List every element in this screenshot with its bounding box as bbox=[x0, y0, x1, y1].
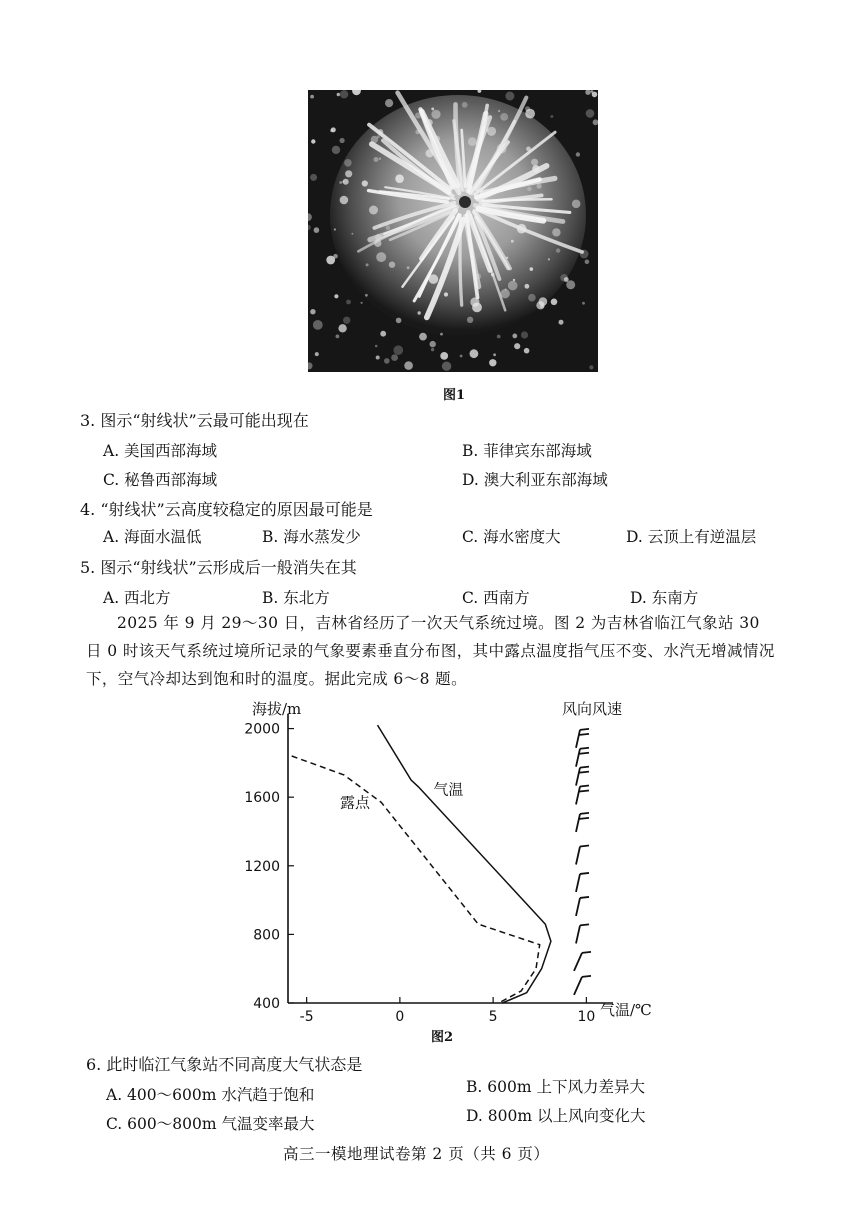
cloud-speckle bbox=[566, 280, 575, 289]
cloud-speckle bbox=[346, 300, 351, 305]
cloud-speckle bbox=[508, 281, 518, 291]
question-3-option-a: A. 美国西部海域 bbox=[103, 442, 218, 460]
cloud-speckle bbox=[444, 292, 448, 296]
cloud-speckle bbox=[530, 267, 534, 271]
cloud-speckle bbox=[506, 257, 508, 259]
question-5-option-a: A. 西北方 bbox=[103, 589, 171, 607]
cloud-speckle bbox=[537, 184, 542, 189]
cloud-speckle bbox=[418, 311, 421, 314]
cloud-speckle bbox=[470, 297, 479, 306]
cloud-speckle bbox=[374, 240, 381, 247]
cloud-speckle bbox=[525, 284, 530, 289]
passage-text: 2025 年 9 月 29～30 日，吉林省经历了一次天气系统过境。图 2 为吉林省临江气象站 30 日 0 时该天气系统过境所记录的气象要素垂直分布图，其中露点温度指气压不变、水汽无增减情况下，空气冷却达到饱和时的温度。据此完成 6～8 题。 bbox=[86, 614, 775, 688]
cloud-speckle bbox=[497, 144, 507, 154]
cloud-speckle bbox=[336, 335, 340, 339]
cloud-speckle bbox=[365, 294, 368, 297]
wind-label: 风向风速 bbox=[562, 700, 623, 718]
wind-barb-staff bbox=[576, 898, 580, 916]
cloud-speckle bbox=[415, 130, 420, 135]
figure1-photo bbox=[308, 90, 598, 372]
cloud-speckle bbox=[314, 227, 320, 233]
cloud-speckle bbox=[442, 362, 451, 371]
wind-barb-flag bbox=[580, 729, 589, 730]
question-4-stem: 4. “射线状”云高度较稳定的原因最可能是 bbox=[80, 500, 373, 519]
cloud-speckle bbox=[429, 274, 439, 284]
cloud-speckle bbox=[315, 352, 319, 356]
cloud-speckle bbox=[332, 146, 340, 154]
cloud-speckle bbox=[526, 147, 531, 152]
cloud-speckle bbox=[531, 159, 538, 166]
wind-barb-staff bbox=[574, 977, 582, 995]
cloud-speckle bbox=[334, 294, 338, 298]
y-tick-label: 1600 bbox=[244, 790, 280, 807]
series-line-1 bbox=[378, 725, 551, 1003]
cloud-speckle bbox=[361, 302, 363, 304]
cloud-speckle bbox=[404, 361, 413, 370]
series-label-2: 露点 bbox=[340, 793, 371, 812]
cloud-speckle bbox=[374, 157, 379, 162]
cloud-speckle bbox=[326, 256, 335, 265]
cloud-speckle bbox=[532, 165, 539, 172]
cloud-speckle bbox=[586, 109, 595, 118]
cloud-speckle bbox=[491, 273, 495, 277]
figure2-chart bbox=[230, 690, 670, 1050]
cloud-speckle bbox=[340, 138, 345, 143]
wind-barb-flag bbox=[580, 748, 589, 749]
cloud-speckle bbox=[550, 115, 553, 118]
cloud-speckle bbox=[511, 240, 514, 243]
figure1-caption: 图1 bbox=[443, 388, 466, 403]
cloud-speckle bbox=[521, 331, 528, 338]
cloud-speckle bbox=[334, 228, 336, 230]
cloud-speckle bbox=[486, 117, 489, 120]
cloud-speckle bbox=[345, 170, 352, 177]
cloud-speckle bbox=[380, 331, 386, 337]
question-4-option-c: C. 海水密度大 bbox=[462, 528, 561, 546]
cloud-speckle bbox=[340, 90, 348, 98]
cloud-speckle bbox=[366, 263, 369, 266]
cloud-speckle bbox=[467, 317, 473, 323]
question-5-option-c: C. 西南方 bbox=[462, 589, 530, 607]
x-axis-label: 气温/℃ bbox=[600, 1001, 652, 1019]
cloud-speckle bbox=[338, 324, 346, 332]
wind-barb-flag bbox=[579, 818, 589, 819]
question-4-option-d: D. 云顶上有逆温层 bbox=[626, 528, 757, 546]
wind-barb-flag bbox=[580, 924, 589, 925]
cloud-speckle bbox=[379, 158, 381, 160]
cloud-speckle bbox=[468, 137, 477, 146]
cloud-speckle bbox=[527, 187, 531, 191]
x-tick-label: 5 bbox=[488, 1009, 498, 1025]
cloud-speckle bbox=[512, 334, 517, 339]
cloud-speckle bbox=[395, 174, 404, 183]
cloud-speckle bbox=[313, 320, 323, 330]
cloud-speckle bbox=[362, 180, 368, 186]
series-line-2 bbox=[292, 756, 540, 1003]
question-5-stem: 5. 图示“射线状”云形成后一般消失在其 bbox=[80, 558, 357, 577]
cloud-speckle bbox=[548, 258, 550, 260]
cloud-speckle bbox=[540, 305, 544, 309]
question-6-option-c: C. 600～800m 气温变率最大 bbox=[106, 1115, 315, 1133]
cloud-speckle bbox=[582, 302, 585, 305]
series-label-1: 气温 bbox=[433, 780, 464, 799]
cloud-speckle bbox=[311, 139, 315, 143]
x-tick-label: 10 bbox=[577, 1009, 596, 1025]
x-tick-label: -5 bbox=[299, 1009, 314, 1025]
cloud-speckle bbox=[528, 294, 536, 302]
cloud-speckle bbox=[572, 200, 581, 209]
wind-barb-staff bbox=[574, 953, 582, 971]
cloud-speckle bbox=[375, 345, 378, 348]
wind-barb-staff bbox=[576, 925, 580, 943]
cloud-speckle bbox=[506, 139, 509, 142]
y-tick-label: 2000 bbox=[244, 721, 280, 738]
cloud-speckle bbox=[462, 102, 468, 108]
cloud-speckle bbox=[389, 262, 395, 268]
wind-barb-staff bbox=[576, 768, 580, 786]
cloud-speckle bbox=[415, 112, 421, 118]
cloud-speckle bbox=[440, 352, 448, 360]
cloud-speckle bbox=[330, 129, 333, 132]
wind-barb-flag bbox=[580, 813, 589, 814]
cloud-speckle bbox=[310, 95, 314, 99]
cloud-speckle bbox=[514, 343, 520, 349]
cloud-streak bbox=[482, 199, 552, 200]
question-3-option-b: B. 菲律宾东部海域 bbox=[462, 442, 592, 460]
cloud-speckle bbox=[589, 365, 593, 369]
cloud-speckle bbox=[386, 225, 391, 230]
y-tick-label: 400 bbox=[253, 996, 280, 1012]
cloud-speckle bbox=[497, 335, 501, 339]
cloud-speckle bbox=[391, 354, 398, 361]
question-4-option-a: A. 海面水温低 bbox=[103, 528, 202, 546]
cloud-speckle bbox=[396, 318, 402, 324]
cloud-speckle bbox=[376, 252, 386, 262]
cloud-speckle bbox=[500, 113, 508, 121]
wind-barb-staff bbox=[576, 874, 580, 892]
cloud-speckle bbox=[525, 109, 535, 119]
cloud-speckle bbox=[580, 250, 589, 259]
cloud-speckle bbox=[475, 273, 481, 279]
cloud-speckle bbox=[551, 299, 558, 306]
cloud-speckle bbox=[375, 234, 382, 241]
cloud-speckle bbox=[487, 129, 489, 131]
y-axis-label: 海拔/m bbox=[252, 700, 302, 718]
question-4-option-b: B. 海水蒸发少 bbox=[262, 528, 361, 546]
cloud-speckle bbox=[592, 92, 598, 98]
y-tick-label: 1200 bbox=[244, 858, 280, 875]
figure2-caption: 图2 bbox=[431, 1030, 454, 1045]
wind-barb-staff bbox=[576, 730, 580, 748]
cloud-speckle bbox=[337, 93, 340, 96]
cloud-speckle bbox=[339, 181, 342, 184]
cloud-speckle bbox=[517, 224, 527, 234]
page-footer: 高三一模地理试卷第 2 页（共 6 页） bbox=[283, 1145, 550, 1163]
cloud-speckle bbox=[384, 358, 390, 364]
cloud-speckle bbox=[407, 266, 410, 269]
wind-barb-flag bbox=[579, 734, 589, 735]
cloud-speckle bbox=[470, 349, 479, 358]
cloud-speckle bbox=[369, 206, 378, 215]
cloud-speckle bbox=[498, 110, 500, 112]
cloud-speckle bbox=[431, 110, 440, 119]
cloud-speckle bbox=[483, 122, 487, 126]
wind-barb-flag bbox=[582, 952, 591, 953]
cloud-speckle bbox=[394, 345, 404, 355]
cloud-speckle bbox=[559, 320, 564, 325]
wind-barb-staff bbox=[576, 846, 580, 864]
cloud-speckle bbox=[552, 228, 560, 236]
wind-barb-flag bbox=[582, 976, 591, 977]
wind-barb-flag bbox=[579, 753, 589, 754]
question-6-option-b: B. 600m 上下风力差异大 bbox=[466, 1078, 645, 1096]
question-5-option-b: B. 东北方 bbox=[262, 589, 330, 607]
question-5-option-d: D. 东南方 bbox=[630, 589, 699, 607]
cloud-speckle bbox=[431, 108, 434, 111]
wind-barb-staff bbox=[576, 749, 580, 767]
cloud-speckle bbox=[513, 279, 515, 281]
cloud-speckle bbox=[434, 136, 440, 142]
question-3-stem: 3. 图示“射线状”云最可能出现在 bbox=[80, 411, 309, 430]
cloud-speckle bbox=[505, 92, 514, 101]
cloud-streak bbox=[460, 218, 462, 305]
wind-barb-flag bbox=[579, 772, 589, 773]
x-tick-label: 0 bbox=[395, 1009, 405, 1025]
cloud-speckle bbox=[576, 152, 580, 156]
cloud-speckle bbox=[385, 99, 393, 107]
wind-barb-flag bbox=[580, 785, 589, 786]
question-3-option-c: C. 秘鲁西部海域 bbox=[103, 471, 218, 489]
cloud-speckle bbox=[440, 333, 443, 336]
cloud-speckle bbox=[344, 159, 352, 167]
wind-barb-staff bbox=[576, 786, 580, 804]
cloud-speckle bbox=[430, 341, 436, 347]
wind-barb-flag bbox=[580, 845, 589, 846]
cloud-speckle bbox=[340, 196, 349, 205]
cloud-speckle bbox=[431, 348, 434, 351]
wind-barb-flag bbox=[580, 873, 589, 874]
cloud-speckle bbox=[556, 248, 560, 252]
question-6-stem: 6. 此时临江气象站不同高度大气状态是 bbox=[86, 1055, 363, 1074]
cloud-speckle bbox=[500, 289, 509, 298]
wind-barb-flag bbox=[580, 767, 589, 768]
cloud-speckle bbox=[377, 135, 380, 138]
cloud-speckle bbox=[524, 348, 530, 354]
cloud-speckle bbox=[351, 233, 353, 235]
cloud-speckle bbox=[560, 274, 568, 282]
cloud-speckle bbox=[378, 129, 384, 135]
cloud-speckle bbox=[487, 127, 496, 136]
question-6-option-d: D. 800m 以上风向变化大 bbox=[466, 1107, 646, 1125]
wind-barb-staff bbox=[576, 814, 580, 832]
cloud-speckle bbox=[310, 309, 315, 314]
cloud-speckle bbox=[379, 225, 382, 228]
cloud-speckle bbox=[426, 119, 433, 126]
question-6-option-a: A. 400～600m 水汽趋于饱和 bbox=[106, 1086, 315, 1104]
cloud-speckle bbox=[376, 356, 380, 360]
cloud-speckle bbox=[460, 355, 463, 358]
y-tick-label: 800 bbox=[253, 927, 280, 944]
wind-barb-flag bbox=[580, 897, 589, 898]
question-3-option-d: D. 澳大利亚东部海域 bbox=[462, 471, 608, 489]
cloud-speckle bbox=[343, 317, 350, 324]
cloud-speckle bbox=[585, 260, 590, 265]
wind-barb-flag bbox=[579, 790, 589, 791]
cloud-speckle bbox=[493, 353, 496, 356]
cloud-speckle bbox=[310, 174, 317, 181]
cloud-speckle bbox=[489, 359, 496, 366]
cloud-speckle bbox=[419, 333, 427, 341]
cloud-speckle bbox=[426, 149, 434, 157]
cloud-speckle bbox=[343, 179, 349, 185]
